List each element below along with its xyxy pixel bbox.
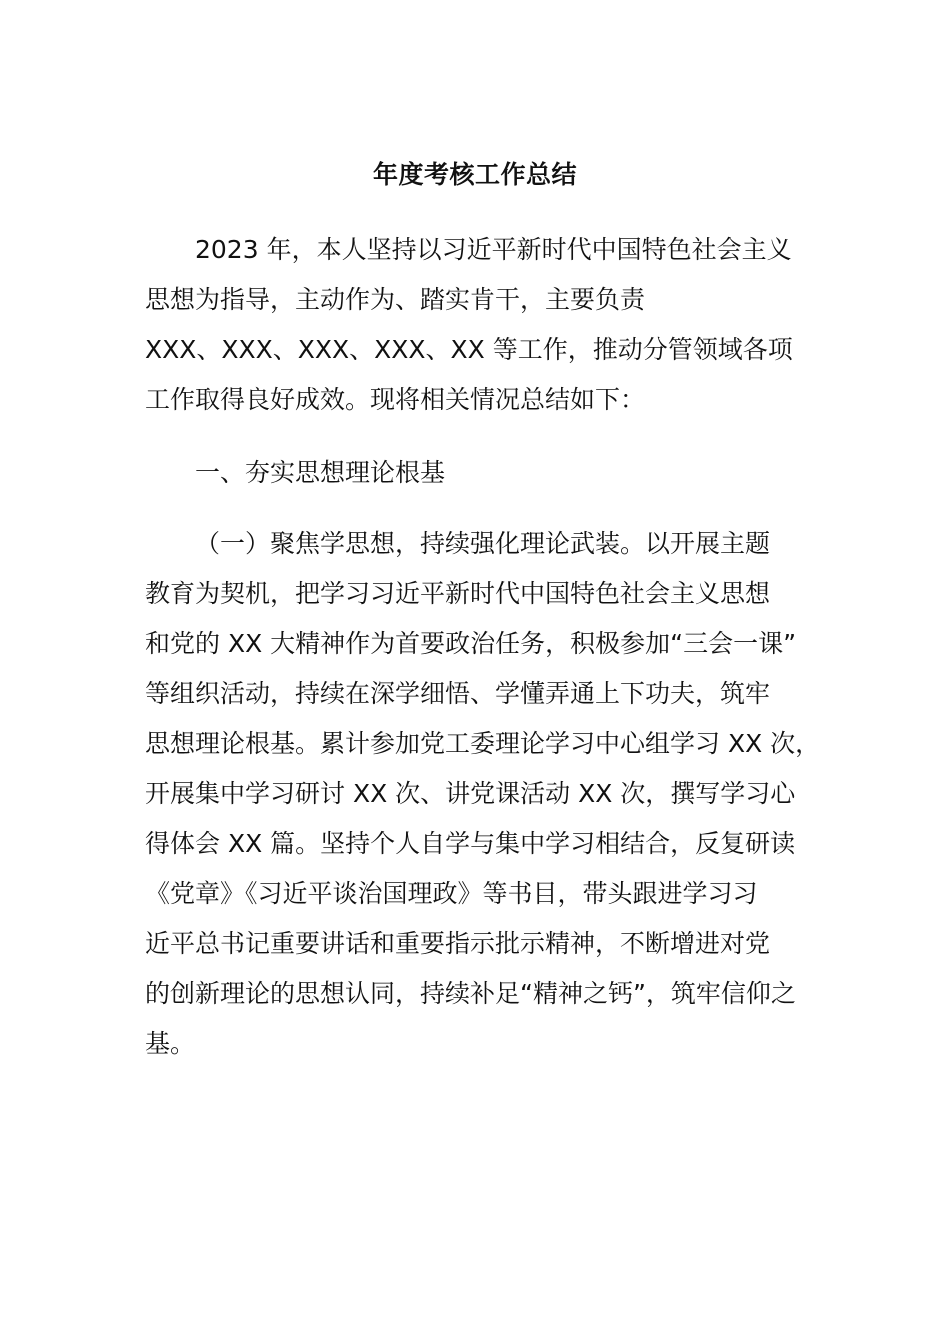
section-heading: 一、夯实思想理论根基	[195, 458, 446, 487]
paragraph-line: 开展集中学习研讨 XX 次、讲党课活动 XX 次，撰写学习心	[145, 779, 796, 808]
paragraph-line: 等组织活动，持续在深学细悟、学懂弄通上下功夫，筑牢	[145, 679, 771, 708]
paragraph-line: 近平总书记重要讲话和重要指示批示精神，不断增进对党	[145, 929, 771, 958]
paragraph-line: 得体会 XX 篇。坚持个人自学与集中学习相结合，反复研读	[145, 829, 796, 858]
paragraph-line: 思想理论根基。累计参加党工委理论学习中心组学习 XX 次，	[145, 729, 821, 758]
paragraph-line: 的创新理论的思想认同，持续补足“精神之钙”，筑牢信仰之	[145, 979, 796, 1008]
paragraph-line: 2023 年，本人坚持以习近平新时代中国特色社会主义	[195, 235, 792, 264]
document-title: 年度考核工作总结	[372, 160, 577, 189]
paragraph-line: 和党的 XX 大精神作为首要政治任务，积极参加“三会一课”	[145, 629, 797, 658]
paragraph-line: 基。	[145, 1029, 196, 1058]
paragraph-line: 思想为指导，主动作为、踏实肯干，主要负责	[145, 285, 646, 314]
paragraph-line: （一）聚焦学思想，持续强化理论武装。以开展主题	[195, 529, 771, 558]
paragraph-line: 《党章》《习近平谈治国理政》等书目，带头跟进学习习	[145, 879, 758, 908]
paragraph-line: 工作取得良好成效。现将相关情况总结如下：	[145, 385, 646, 414]
paragraph-line: 教育为契机，把学习习近平新时代中国特色社会主义思想	[145, 579, 771, 608]
paragraph-line: XXX、XXX、XXX、XXX、XX 等工作，推动分管领域各项	[145, 335, 793, 364]
